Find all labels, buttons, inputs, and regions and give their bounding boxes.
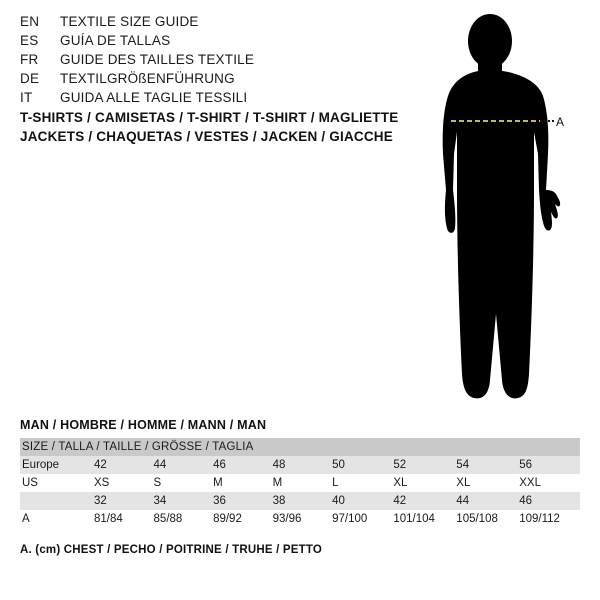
cell: 50 bbox=[330, 456, 391, 474]
language-list bbox=[20, 14, 380, 109]
cell: 34 bbox=[152, 492, 212, 510]
table-title: MAN / HOMBRE / HOMME / MANN / MAN bbox=[20, 418, 267, 432]
language-code: ES bbox=[20, 33, 39, 48]
cell: 48 bbox=[271, 456, 331, 474]
cell: 101/104 bbox=[391, 510, 454, 528]
language-text: TEXTILE SIZE GUIDE bbox=[60, 14, 199, 29]
cell: 44 bbox=[454, 492, 517, 510]
cell: 38 bbox=[271, 492, 331, 510]
cell: 54 bbox=[454, 456, 517, 474]
category-line-tshirts: T-SHIRTS / CAMISETAS / T-SHIRT / T-SHIRT / MAGLIETTE bbox=[20, 110, 399, 125]
table-row bbox=[20, 474, 580, 492]
cell: 44 bbox=[152, 456, 212, 474]
cell: 46 bbox=[517, 492, 580, 510]
language-text: TEXTILGRÖßENFÜHRUNG bbox=[60, 71, 235, 86]
language-code: EN bbox=[20, 14, 40, 29]
row-label: Europe bbox=[20, 456, 92, 474]
size-table bbox=[20, 438, 580, 528]
cell: XL bbox=[454, 474, 517, 492]
footnote: A. (cm) CHEST / PECHO / POITRINE / TRUHE / PETTO bbox=[20, 544, 323, 556]
language-code: IT bbox=[20, 90, 33, 105]
measure-leader-dots bbox=[540, 120, 554, 124]
cell: 52 bbox=[391, 456, 454, 474]
table-header-label: SIZE / TALLA / TAILLE / GRÖSSE / TAGLIA bbox=[20, 438, 580, 456]
table-row bbox=[20, 492, 580, 510]
language-row bbox=[20, 52, 380, 71]
cell: L bbox=[330, 474, 391, 492]
cell: 109/112 bbox=[517, 510, 580, 528]
row-label bbox=[20, 492, 92, 510]
size-table-block bbox=[20, 418, 580, 528]
language-code: DE bbox=[20, 71, 40, 86]
cell: M bbox=[271, 474, 331, 492]
table-row bbox=[20, 456, 580, 474]
cell: XXL bbox=[517, 474, 580, 492]
language-code: FR bbox=[20, 52, 39, 67]
language-text: GUIDA ALLE TAGLIE TESSILI bbox=[60, 90, 248, 105]
row-label: A bbox=[20, 510, 92, 528]
cell: XS bbox=[92, 474, 152, 492]
language-row bbox=[20, 90, 380, 109]
measure-label-a: A bbox=[556, 115, 565, 129]
cell: XL bbox=[391, 474, 454, 492]
cell: 56 bbox=[517, 456, 580, 474]
body-figure bbox=[410, 14, 600, 404]
cell: 105/108 bbox=[454, 510, 517, 528]
cell: 81/84 bbox=[92, 510, 152, 528]
cell: 89/92 bbox=[211, 510, 271, 528]
language-text: GUÍA DE TALLAS bbox=[60, 33, 171, 48]
language-row bbox=[20, 14, 380, 33]
language-text: GUIDE DES TAILLES TEXTILE bbox=[60, 52, 255, 67]
cell: 85/88 bbox=[152, 510, 212, 528]
row-label: US bbox=[20, 474, 92, 492]
cell: 40 bbox=[330, 492, 391, 510]
table-header-row bbox=[20, 438, 580, 456]
cell: 42 bbox=[391, 492, 454, 510]
category-line-jackets: JACKETS / CHAQUETAS / VESTES / JACKEN / GIACCHE bbox=[20, 129, 393, 144]
cell: 36 bbox=[211, 492, 271, 510]
cell: 32 bbox=[92, 492, 152, 510]
cell: 46 bbox=[211, 456, 271, 474]
table-row bbox=[20, 510, 580, 528]
language-row bbox=[20, 71, 380, 90]
category-list bbox=[20, 110, 420, 148]
cell: 42 bbox=[92, 456, 152, 474]
cell: 93/96 bbox=[271, 510, 331, 528]
cell: M bbox=[211, 474, 271, 492]
male-silhouette-icon bbox=[410, 14, 600, 404]
cell: 97/100 bbox=[330, 510, 391, 528]
language-row bbox=[20, 33, 380, 52]
cell: S bbox=[152, 474, 212, 492]
